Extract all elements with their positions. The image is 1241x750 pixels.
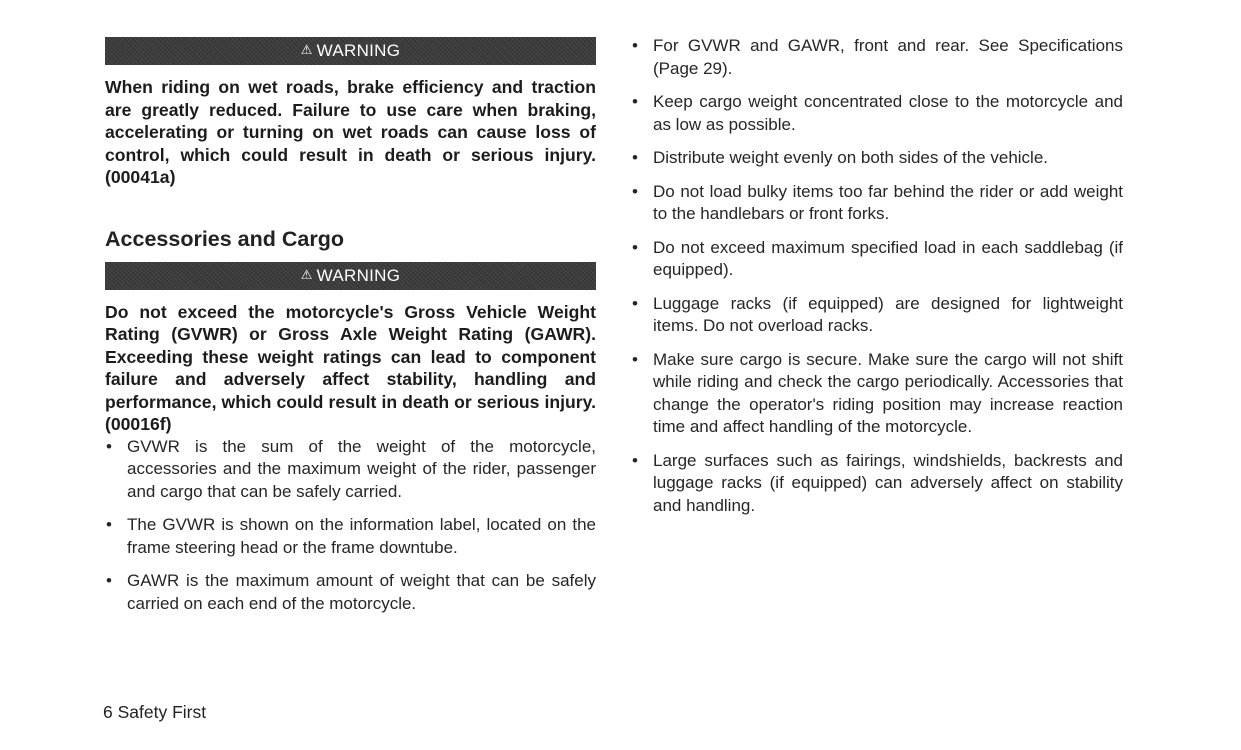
list-item-text: Do not exceed maximum specified load in each saddlebag (if equipped).: [653, 237, 1123, 279]
right-bullet-list: [631, 35, 1123, 517]
bullet-icon: •: [632, 450, 638, 470]
bullet-icon: •: [632, 92, 638, 111]
list-item: [105, 514, 596, 559]
list-item-text: Make sure cargo is secure. Make sure the cargo will not shift while riding and check the cargo periodically. Accessories that change the operator's riding position may increase reaction time and affect handling of the motorcycle.: [653, 349, 1123, 436]
warning-triangle-icon: ⚠: [300, 42, 313, 57]
list-item-text: Distribute weight evenly on both sides of the vehicle.: [653, 148, 1049, 167]
list-item: [105, 436, 596, 504]
bullet-icon: •: [106, 515, 112, 534]
list-item: [631, 91, 1123, 136]
left-column: [105, 37, 596, 615]
list-item-text: GAWR is the maximum amount of weight that can be safely carried on each end of the motorcycle.: [127, 571, 596, 613]
warning-text-1: When riding on wet roads, brake efficiency and traction are greatly reduced. Failure to use care when braking, accelerating or turning on wet roads can cause loss of control, which could result in death or serious injury. (00041a): [105, 77, 596, 187]
list-item-text: Large surfaces such as fairings, windshields, backrests and luggage racks (if equipped) can adversely affect on stability and handling.: [653, 450, 1123, 515]
page-footer: 6 Safety First: [103, 702, 207, 722]
bullet-icon: •: [632, 293, 638, 313]
bullet-icon: •: [632, 349, 638, 369]
list-item: [631, 349, 1123, 439]
list-item-text: Keep cargo weight concentrated close to the motorcycle and as low as possible.: [653, 92, 1123, 134]
warning-banner-2: [105, 262, 596, 290]
list-item-text: Do not load bulky items too far behind the rider or add weight to the handlebars or front forks.: [653, 181, 1123, 223]
list-item-text: For GVWR and GAWR, front and rear. See Specifications (Page 29).: [653, 36, 1123, 78]
warning-text-2: Do not exceed the motorcycle's Gross Vehicle Weight Rating (GVWR) or Gross Axle Weight Rating (GAWR). Exceeding these weight ratings can lead to component failure and adversely affect stability, handling and performance, which could result in death or serious injury. (00016f): [105, 301, 596, 434]
list-item: [631, 181, 1123, 226]
list-item: [631, 147, 1123, 170]
warning-label: WARNING: [316, 41, 401, 60]
left-bullet-list: [105, 436, 596, 616]
bullet-icon: •: [632, 181, 638, 201]
right-column: [631, 35, 1123, 517]
list-item: [631, 35, 1123, 80]
list-item-text: Luggage racks (if equipped) are designed for lightweight items. Do not overload racks.: [653, 293, 1123, 335]
bullet-icon: •: [632, 148, 638, 167]
warning-triangle-icon: ⚠: [300, 266, 313, 282]
warning-label: WARNING: [316, 265, 401, 285]
bullet-icon: •: [632, 237, 638, 257]
list-item: [105, 570, 596, 615]
warning-banner-1: [105, 37, 596, 65]
bullet-icon: •: [106, 571, 112, 590]
section-heading: Accessories and Cargo: [105, 226, 344, 251]
list-item: [631, 293, 1123, 338]
list-item: [631, 450, 1123, 518]
list-item: [631, 237, 1123, 282]
bullet-icon: •: [632, 36, 638, 55]
bullet-icon: •: [106, 436, 112, 456]
list-item-text: The GVWR is shown on the information label, located on the frame steering head or the frame downtube.: [127, 515, 596, 557]
list-item-text: GVWR is the sum of the weight of the motorcycle, accessories and the maximum weight of the rider, passenger and cargo that can be safely carried.: [127, 436, 596, 501]
